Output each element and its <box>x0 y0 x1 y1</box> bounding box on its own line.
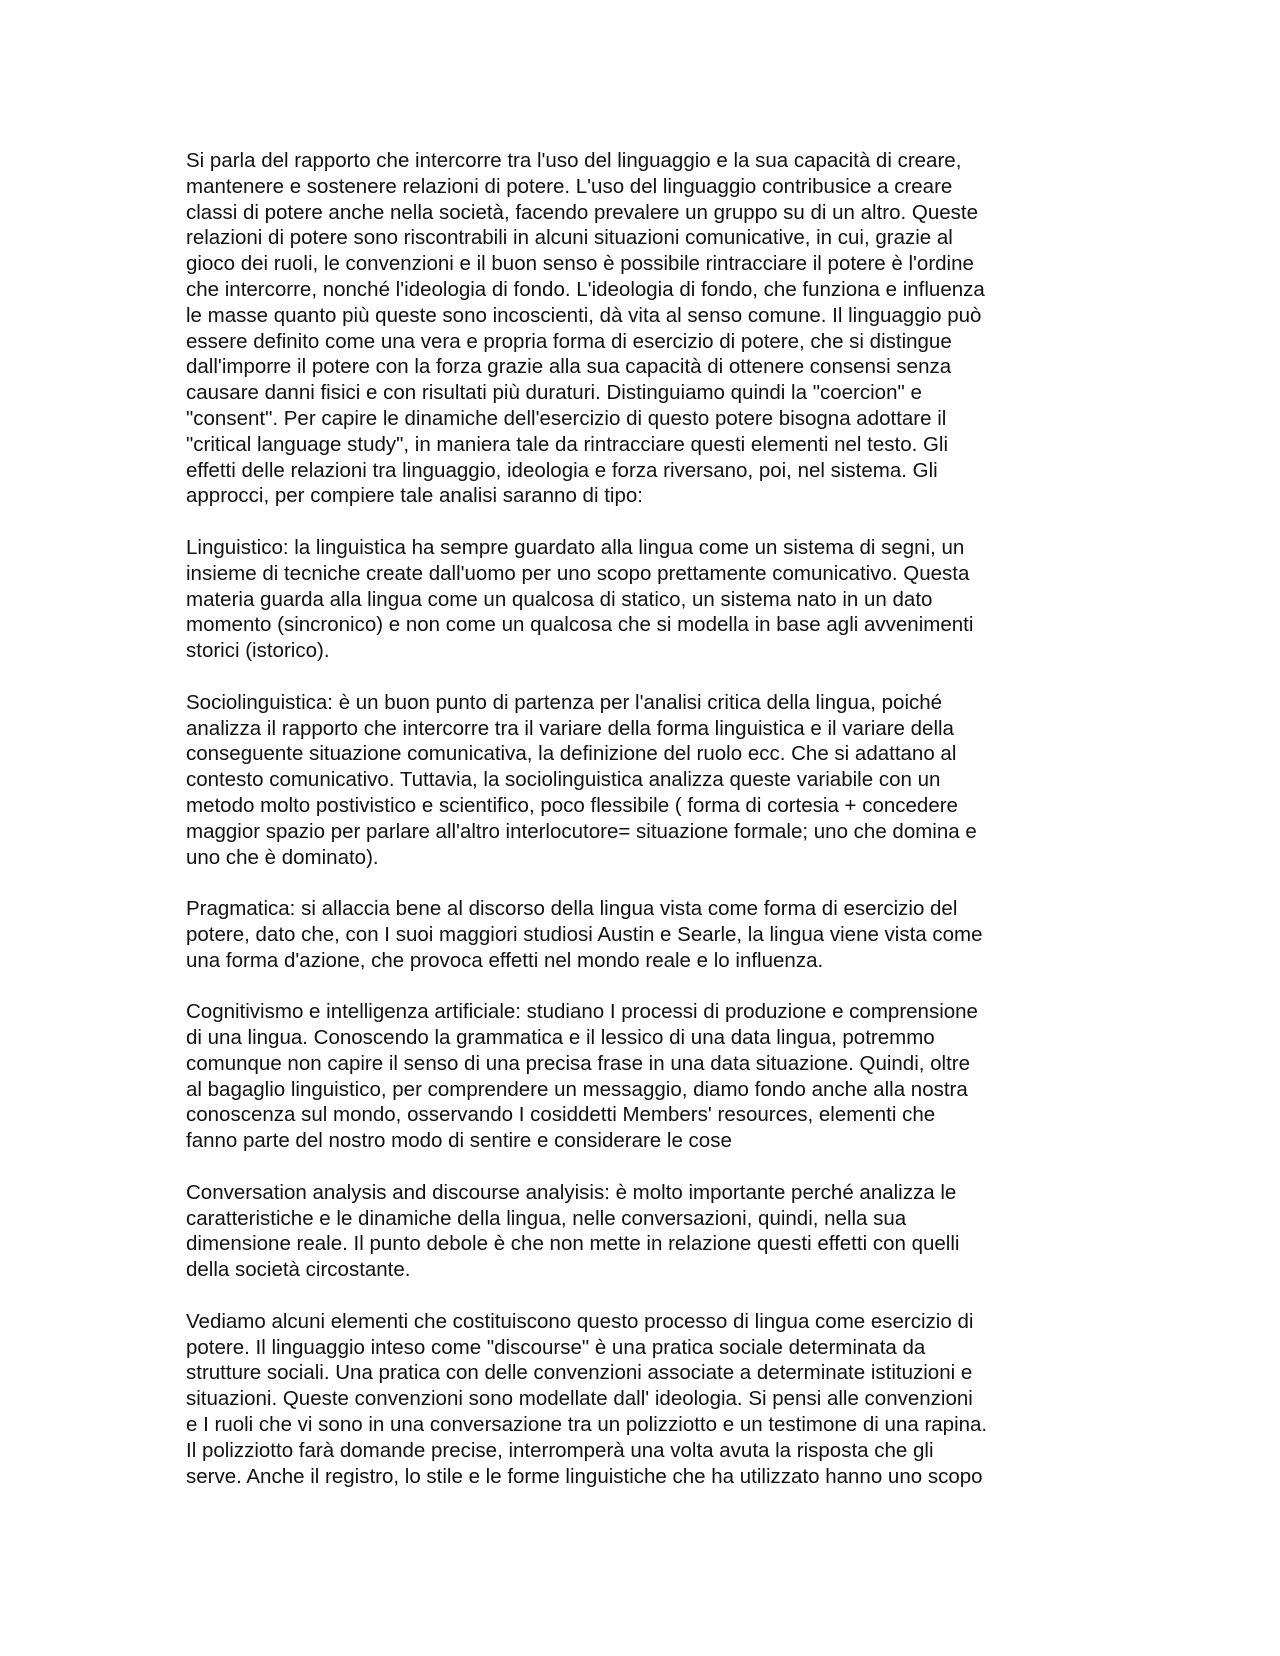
paragraph-pragmatica: Pragmatica: si allaccia bene al discorso della lingua vista come forma di esercizio del potere, dato che, con I suoi maggiori studiosi Austin e Searle, la lingua viene vista come una forma d'azione, che provoca effetti nel mondo reale e lo influenza. <box>186 897 983 972</box>
paragraph-linguistico: Linguistico: la linguistica ha sempre guardato alla lingua come un sistema di segni, un insieme di tecniche create dall'uomo per uno scopo prettamente comunicativo. Questa materia guarda alla lingua come un qualcosa di statico, un sistema nato in un dato momento (sincronico) e non come un qualcosa che si modella in base agli avvenimenti storici (istorico). <box>186 535 974 663</box>
paragraph-intro: Si parla del rapporto che intercorre tra l'uso del linguaggio e la sua capacità di creare, mantenere e sostenere relazioni di potere. L'uso del linguaggio contribusice a creare classi di potere anche nella società, facendo prevalere un gruppo su di un altro. Queste relazioni di potere sono riscontrabili in alcuni situazioni comunicative, in cui, grazie al gioco dei ruoli, le convenzioni e il buon senso è possibile rintracciare il potere è l'ordine che intercorre, nonché l'ideologia di fondo. L'ideologia di fondo, che funziona e influenza le masse quanto più queste sono incoscienti, dà vita al senso comune. Il linguaggio può essere definito come una vera e propria forma di esercizio di potere, che si distingue dall'imporre il potere con la forza grazie alla sua capacità di ottenere consensi senza causare danni fisici e con risultati più duraturi. Distinguiamo quindi la "coercion" e "consent". Per capire le dinamiche dell'esercizio di questo potere bisogna adottare il "critical language study", in maniera tale da rintracciare questi elementi nel testo. Gli effetti delle relazioni tra linguaggio, ideologia e forza riversano, poi, nel sistema. Gli approcci, per compiere tale analisi saranno di tipo: <box>186 149 985 508</box>
paragraph-conversation-analysis: Conversation analysis and discourse analyisis: è molto importante perché analizza le caratteristiche e le dinamiche della lingua, nelle conversazioni, quindi, nella sua dimensione reale. Il punto debole è che non mette in relazione questi effetti con quelli della società circostante. <box>186 1180 960 1282</box>
paragraph-cognitivismo: Cognitivismo e intelligenza artificiale: studiano I processi di produzione e comprensione di una lingua. Conoscendo la grammatica e il lessico di una data lingua, potremmo comunque non capire il senso di una precisa frase in una data situazione. Quindi, oltre al bagaglio linguistico, per comprendere un messaggio, diamo fondo anche alla nostra conoscenza sul mondo, osservando I cosiddetti Members' resources, elementi che fanno parte del nostro modo di sentire e considerare le cose <box>186 1000 978 1153</box>
paragraph-sociolinguistica: Sociolinguistica: è un buon punto di partenza per l'analisi critica della lingua, poiché analizza il rapporto che intercorre tra il variare della forma linguistica e il variare della conseguente situazione comunicativa, la definizione del ruolo ecc. Che si adattano al contesto comunicativo. Tuttavia, la sociolinguistica analizza queste variabile con un metodo molto postivistico e scientifico, poco flessibile ( forma di cortesia + concedere maggior spazio per parlare all'altro interlocutore= situazione formale; uno che domina e uno che è dominato). <box>186 690 977 869</box>
paragraph-discourse: Vediamo alcuni elementi che costituiscono questo processo di lingua come esercizio di potere. Il linguaggio inteso come "discourse" è una pratica sociale determinata da strutture sociali. Una pratica con delle convenzioni associate a determinate istituzioni e situazioni. Queste convenzioni sono modellate dall' ideologia. Si pensi alle convenzioni e I ruoli che vi sono in una conversazione tra un polizziotto e un testimone di una rapina. Il polizziotto farà domande precise, interromperà una volta avuta la risposta che gli serve. Anche il registro, lo stile e le forme linguistiche che ha utilizzato hanno uno scopo <box>186 1309 988 1488</box>
document-body <box>186 148 1086 1515</box>
